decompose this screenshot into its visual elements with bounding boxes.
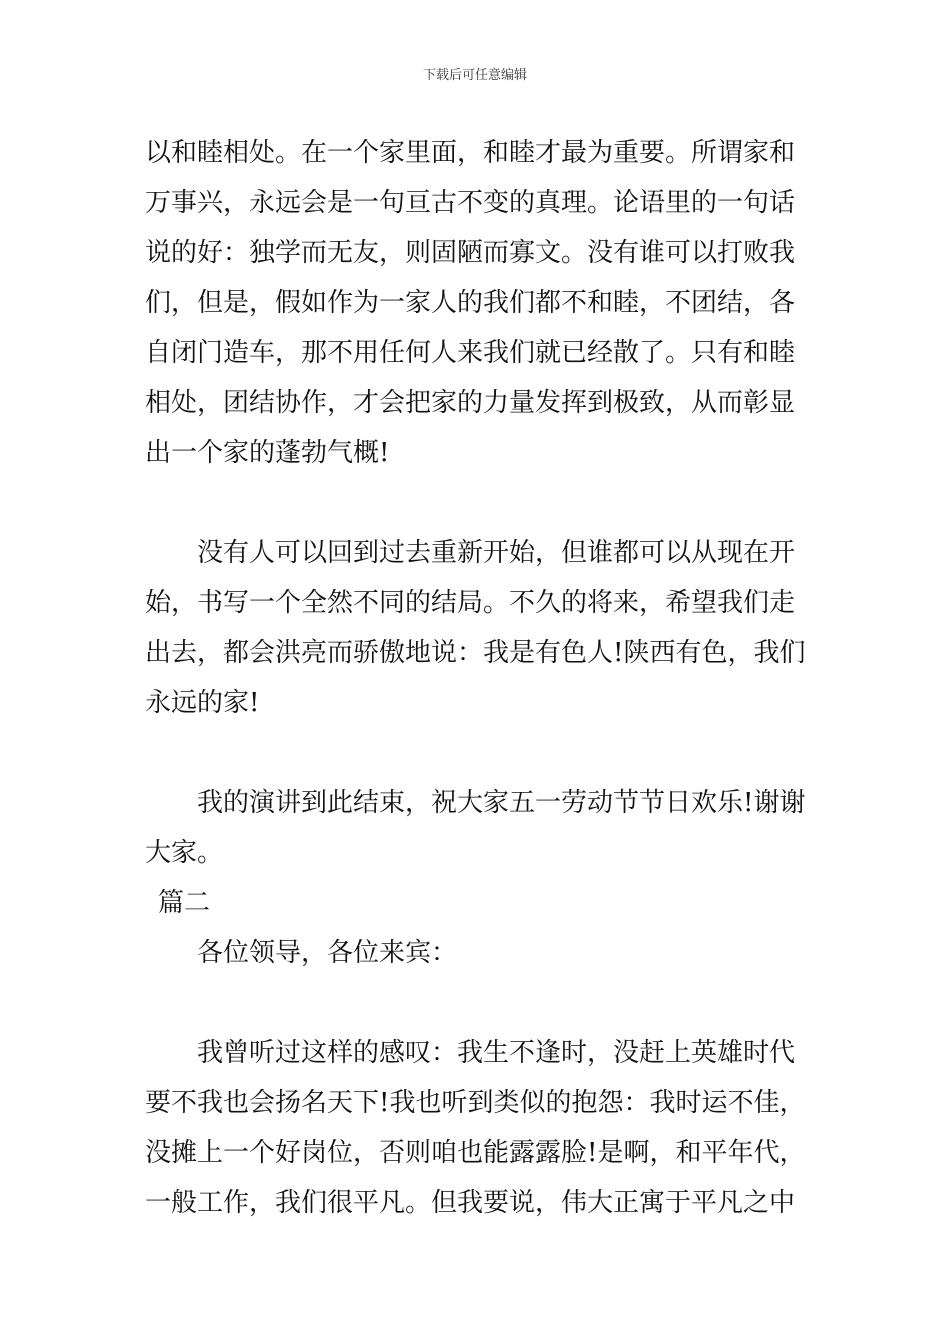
paragraph-5 <box>145 1028 810 1228</box>
text-line: 始，书写一个全然不同的结局。不久的将来，希望我们走 <box>145 588 796 618</box>
section-heading: 篇二 <box>158 888 211 918</box>
text-line: 永远的家! <box>145 688 260 718</box>
paragraph-1 <box>145 128 810 478</box>
text-line: 说的好：独学而无友，则固陋而寡文。没有谁可以打败我 <box>145 238 796 268</box>
text-line: 要不我也会扬名天下!我也听到类似的抱怨：我时运不佳， <box>145 1088 806 1118</box>
text-line: 万事兴，永远会是一句亘古不变的真理。论语里的一句话 <box>145 188 796 218</box>
text-line: 没摊上一个好岗位，否则咱也能露露脸!是啊，和平年代， <box>145 1138 806 1168</box>
text-line: 没有人可以回到过去重新开始，但谁都可以从现在开 <box>197 538 796 568</box>
paragraph-gap <box>145 978 810 1028</box>
text-line: 我的演讲到此结束，祝大家五一劳动节节日欢乐!谢谢 <box>197 788 806 818</box>
document-body <box>145 128 810 1228</box>
text-line: 出一个家的蓬勃气概! <box>145 438 390 468</box>
text-line: 自闭门造车，那不用任何人来我们就已经散了。只有和睦 <box>145 338 796 368</box>
text-line: 大家。 <box>145 838 224 868</box>
text-line: 相处，团结协作，才会把家的力量发挥到极致，从而彰显 <box>145 388 796 418</box>
text-line: 们，但是，假如作为一家人的我们都不和睦，不团结，各 <box>145 288 796 318</box>
text-line: 一般工作，我们很平凡。但我要说，伟大正寓于平凡之中 <box>145 1188 796 1218</box>
page-header: 下载后可任意编辑 <box>422 68 527 83</box>
paragraph-gap <box>145 728 810 778</box>
text-line: 各位领导，各位来宾： <box>197 938 458 968</box>
paragraph-2 <box>145 528 810 728</box>
paragraph-4 <box>145 928 810 978</box>
paragraph-gap <box>145 478 810 528</box>
text-line: 出去，都会洪亮而骄傲地说：我是有色人!陕西有色，我们 <box>145 638 806 668</box>
paragraph-3 <box>145 778 810 878</box>
text-line: 我曾听过这样的感叹：我生不逢时，没赶上英雄时代 <box>197 1038 796 1068</box>
text-line: 以和睦相处。在一个家里面，和睦才最为重要。所谓家和 <box>145 138 796 168</box>
